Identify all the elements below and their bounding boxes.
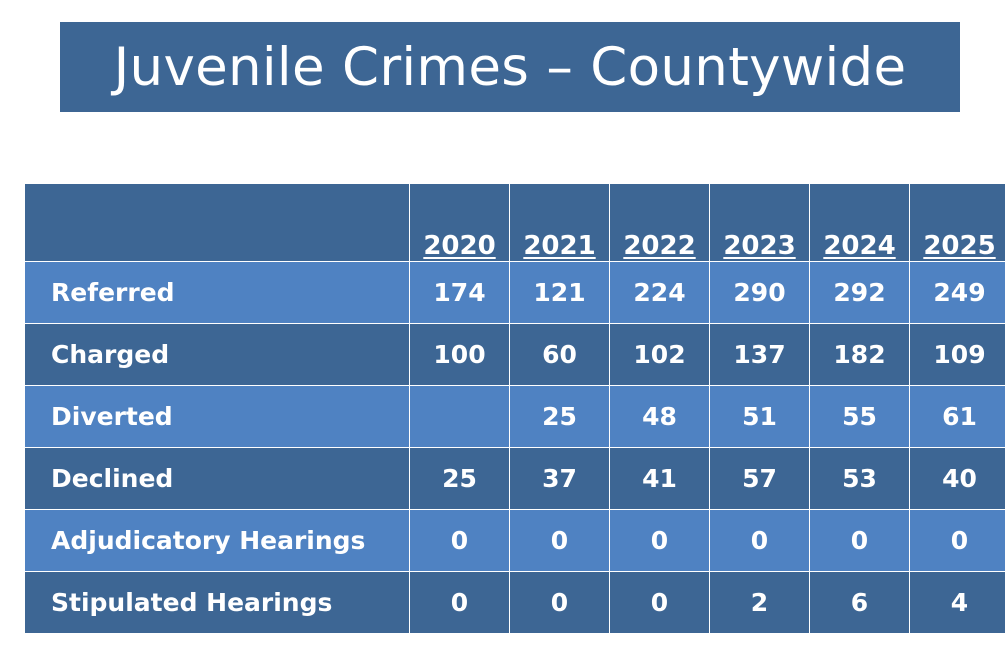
cell-charged-2021: 60 [510, 324, 610, 386]
cell-stipulated-hearings-2024: 6 [810, 572, 910, 634]
column-header-2025 [910, 184, 1005, 262]
cell-stipulated-hearings-2022: 0 [610, 572, 710, 634]
cell-adjudicatory-hearings-2025: 0 [910, 510, 1005, 572]
cell-declined-2024: 53 [810, 448, 910, 510]
cell-diverted-2023: 51 [710, 386, 810, 448]
cell-adjudicatory-hearings-2023: 0 [710, 510, 810, 572]
cell-declined-2023: 57 [710, 448, 810, 510]
column-header-label: 2025 [923, 231, 996, 261]
column-header-label: 2024 [823, 231, 896, 261]
cell-adjudicatory-hearings-2021: 0 [510, 510, 610, 572]
table-header-row [25, 184, 1005, 262]
cell-charged-2023: 137 [710, 324, 810, 386]
column-header-label: 2020 [423, 231, 496, 261]
table-header [25, 184, 1005, 262]
juvenile-crimes-table [24, 183, 1005, 634]
cell-declined-2021: 37 [510, 448, 610, 510]
cell-stipulated-hearings-2021: 0 [510, 572, 610, 634]
title-banner [60, 22, 960, 112]
column-header-2024 [810, 184, 910, 262]
cell-referred-2022: 224 [610, 262, 710, 324]
cell-referred-2024: 292 [810, 262, 910, 324]
juvenile-crimes-table-container [24, 183, 996, 634]
table-row [25, 448, 1005, 510]
table-row [25, 572, 1005, 634]
cell-stipulated-hearings-2025: 4 [910, 572, 1005, 634]
cell-adjudicatory-hearings-2020: 0 [410, 510, 510, 572]
cell-charged-2024: 182 [810, 324, 910, 386]
table-corner-header [25, 184, 410, 262]
cell-adjudicatory-hearings-2024: 0 [810, 510, 910, 572]
row-label-referred: Referred [25, 262, 410, 324]
column-header-label: 2023 [723, 231, 796, 261]
page-title: Juvenile Crimes – Countywide [113, 36, 907, 98]
row-label-adjudicatory-hearings: Adjudicatory Hearings [25, 510, 410, 572]
cell-declined-2020: 25 [410, 448, 510, 510]
cell-diverted-2024: 55 [810, 386, 910, 448]
row-label-charged: Charged [25, 324, 410, 386]
column-header-label: 2021 [523, 231, 596, 261]
table-row [25, 262, 1005, 324]
cell-diverted-2021: 25 [510, 386, 610, 448]
cell-referred-2023: 290 [710, 262, 810, 324]
cell-referred-2020: 174 [410, 262, 510, 324]
column-header-2021 [510, 184, 610, 262]
table-row [25, 510, 1005, 572]
cell-charged-2025: 109 [910, 324, 1005, 386]
table-body [25, 262, 1005, 634]
cell-diverted-2020 [410, 386, 510, 448]
cell-stipulated-hearings-2023: 2 [710, 572, 810, 634]
cell-declined-2025: 40 [910, 448, 1005, 510]
cell-stipulated-hearings-2020: 0 [410, 572, 510, 634]
column-header-2023 [710, 184, 810, 262]
table-row [25, 386, 1005, 448]
column-header-2022 [610, 184, 710, 262]
column-header-2020 [410, 184, 510, 262]
table-row [25, 324, 1005, 386]
row-label-stipulated-hearings: Stipulated Hearings [25, 572, 410, 634]
cell-adjudicatory-hearings-2022: 0 [610, 510, 710, 572]
cell-diverted-2022: 48 [610, 386, 710, 448]
cell-referred-2025: 249 [910, 262, 1005, 324]
column-header-label: 2022 [623, 231, 696, 261]
cell-diverted-2025: 61 [910, 386, 1005, 448]
row-label-declined: Declined [25, 448, 410, 510]
cell-declined-2022: 41 [610, 448, 710, 510]
cell-charged-2020: 100 [410, 324, 510, 386]
cell-referred-2021: 121 [510, 262, 610, 324]
row-label-diverted: Diverted [25, 386, 410, 448]
cell-charged-2022: 102 [610, 324, 710, 386]
